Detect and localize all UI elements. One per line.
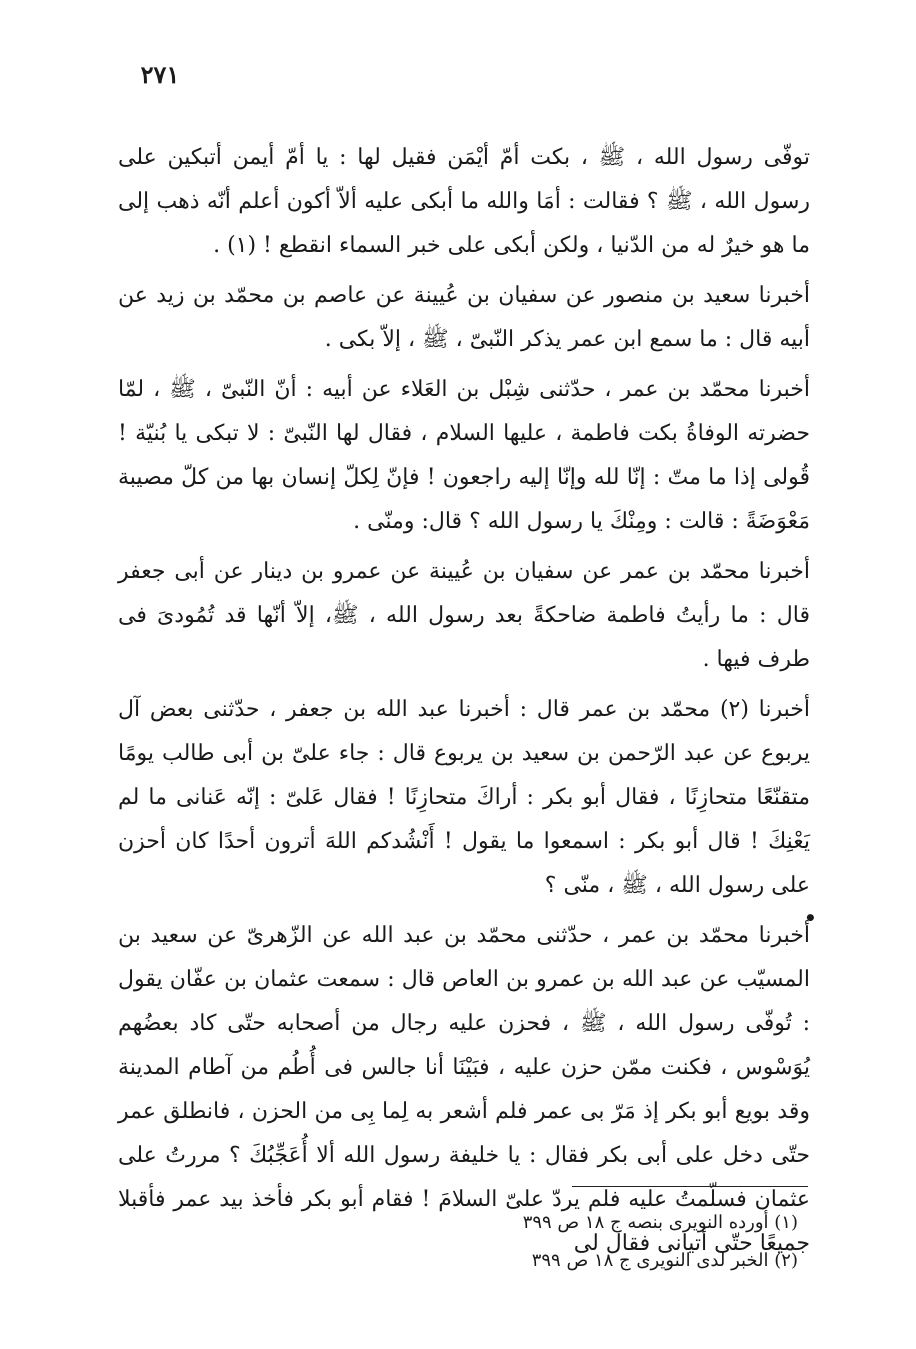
- paragraph-3: أخبرنا محمّد بن عمر ، حدّثنى شِبْل بن العَلاء عن أبيه : أنّ النّبىّ ، ﷺ ، لمّا حضرته الوفاةُ بكت فاطمة ، عليها السلام ، فقال لها النّبىّ : لا تبكى يا بُنيّة ! قُولى إذا ما متّ : إنّا لله وإنّا إليه راجعون ! فإنّ لِكلّ إنسان بها من كلّ مصيبة مَعْوَضَةً : قالت : ومِنْكَ يا رسول الله ؟ قال: ومنّى .: [118, 377, 810, 534]
- footnote-2: (٢) الخبر لدى النويرى ج ١٨ ص ٣٩٩: [531, 1250, 798, 1271]
- footnote-1: (١) أورده النويرى بنصه ج ١٨ ص ٣٩٩: [522, 1212, 798, 1233]
- paragraph-1: توفّى رسول الله ، ﷺ ، بكت أمّ أيْمَن فقيل لها : يا أمّ أيمن أتبكين على رسول الله ، ﷺ ؟ فقالت : أمَا والله ما أبكى عليه ألاّ أكون أعلم أنّه ذهب إلى ما هو خيرٌ له من الدّنيا ، ولكن أبكى على خبر السماء انقطع ! (١) .: [118, 145, 810, 258]
- margin-marker: •: [804, 906, 817, 930]
- paragraph-4: أخبرنا محمّد بن عمر عن سفيان بن عُيينة عن عمرو بن دينار عن أبى جعفر قال : ما رأيتُ فاطمة ضاحكةً بعد رسول الله ، ﷺ، إلاّ أنّها قد تُمُودىَ فى طرف فيها .: [118, 559, 810, 672]
- main-text: [118, 136, 810, 1272]
- paragraph-6: أخبرنا محمّد بن عمر ، حدّثنى محمّد بن عبد الله عن الزّهرىّ عن سعيد بن المسيّب عن عبد الله بن عمرو بن العاص قال : سمعت عثمان بن عفّان يقول : تُوفّى رسول الله ، ﷺ ، فحزن عليه رجال من أصحابه حتّى كاد بعضُهم يُوَسْوس ، فكنت ممّن حزن عليه ، فبَيْنَا أنا جالس فى أُطُم من آطام المدينة وقد بويع أبو بكر إذ مَرّ بى عمر فلم أشعر به لِما بِى من الحزن ، فانطلق عمر حتّى دخل على أبى بكر فقال : يا خليفة رسول الله ألا أُعَجِّبُكَ ؟ مررتُ على عثمان فسلّمتُ عليه فلم يردّ علىّ السلامَ ! فقام أبو بكر فأخذ بيد عمر فأقبلا جميعًا حتّى أتيانى فقال لى: [118, 923, 810, 1256]
- page-number: ٢٧١: [140, 60, 180, 89]
- footnotes: [118, 1204, 798, 1280]
- paragraph-5: أخبرنا (٢) محمّد بن عمر قال : أخبرنا عبد الله بن جعفر ، حدّثنى بعض آل يربوع عن عبد الرّحمن بن سعيد بن يربوع قال : جاء علىّ بن أبى طالب يومًا متقنّعًا متحازِنًا ، فقال أبو بكر : أراكَ متحازِنًا ! فقال عَلىّ : إنّه عَنانى ما لم يَعْنِكَ ! قال أبو بكر : اسمعوا ما يقول ! أَنْشُدكم اللهَ أترون أحدًا كان أحزن على رسول الله ، ﷺ ، منّى ؟: [118, 697, 810, 898]
- paragraph-2: أخبرنا سعيد بن منصور عن سفيان بن عُيينة عن عاصم بن محمّد بن زيد عن أبيه قال : ما سمع ابن عمر يذكر النّبىّ ، ﷺ ، إلاّ بكى .: [118, 283, 810, 352]
- footnote-divider: [572, 1186, 808, 1187]
